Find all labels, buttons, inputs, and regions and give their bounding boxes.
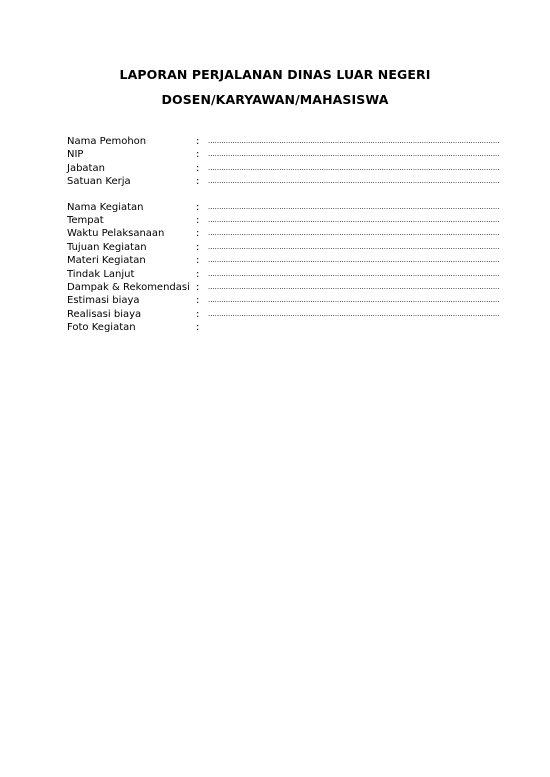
field-label: Nama Pemohon xyxy=(67,136,147,147)
field-label: Materi Kegiatan xyxy=(67,255,146,267)
field-separator: : xyxy=(196,322,200,334)
fill-in-line: ................................................................................................................................... xyxy=(208,229,500,238)
field-separator: : xyxy=(196,201,200,213)
form-row-realisasi-biaya xyxy=(67,308,507,321)
fill-in-line: ................................................................................................................................... xyxy=(208,177,500,186)
field-separator: : xyxy=(196,149,200,161)
form-row-jabatan xyxy=(67,162,507,175)
form-row-dampak-rekomendasi xyxy=(67,281,507,294)
field-separator: : xyxy=(196,228,200,240)
form-row-estimasi-biaya xyxy=(67,294,507,307)
field-label: Dampak & Rekomendasi xyxy=(67,281,190,293)
field-separator: : xyxy=(196,214,200,226)
fill-in-line: ................................................................................................................................... xyxy=(208,269,500,278)
fill-in-line: ................................................................................................................................... xyxy=(208,256,500,265)
field-separator: : xyxy=(196,241,200,253)
field-label: Nama Kegiatan xyxy=(67,201,144,213)
field-separator: : xyxy=(196,255,200,267)
form-row-tujuan-kegiatan xyxy=(67,241,507,254)
field-label: Jabatan xyxy=(67,162,105,174)
form-row-tindak-lanjut xyxy=(67,268,507,281)
field-separator: : xyxy=(196,308,200,320)
document-title-line-1: LAPORAN PERJALANAN DINAS LUAR NEGERI xyxy=(119,67,431,82)
field-label: Tempat xyxy=(67,214,104,226)
form-row-nama-kegiatan xyxy=(67,201,507,214)
field-separator: : xyxy=(196,136,200,147)
fill-in-line: ................................................................................................................................... xyxy=(208,296,500,305)
field-label: Waktu Pelaksanaan xyxy=(67,228,165,240)
form-row-foto-kegiatan xyxy=(67,321,507,334)
fill-in-line: ................................................................................................................................... xyxy=(208,163,500,172)
field-separator: : xyxy=(196,162,200,174)
fill-in-line: ................................................................................................................................... xyxy=(208,202,500,211)
field-label: Satuan Kerja xyxy=(67,176,131,188)
form-row-tempat xyxy=(67,214,507,227)
field-label: Estimasi biaya xyxy=(67,295,140,307)
fill-in-line: ................................................................................................................................... xyxy=(208,282,500,291)
field-separator: : xyxy=(196,281,200,293)
fill-in-line: ................................................................................................................................... xyxy=(208,137,500,145)
document-title-line-2: DOSEN/KARYAWAN/MAHASISWA xyxy=(161,92,389,107)
field-separator: : xyxy=(196,176,200,188)
field-label: Foto Kegiatan xyxy=(67,322,136,334)
form-row-materi-kegiatan xyxy=(67,254,507,267)
fill-in-line: ................................................................................................................................... xyxy=(208,215,500,224)
report-form xyxy=(67,135,507,334)
field-label: Tindak Lanjut xyxy=(67,268,135,280)
form-row-nama-pemohon xyxy=(67,135,507,148)
form-row-satuan-kerja xyxy=(67,175,507,188)
fill-in-line: ................................................................................................................................... xyxy=(208,242,500,251)
fill-in-line: ................................................................................................................................... xyxy=(208,309,500,318)
field-label: NIP xyxy=(67,149,84,161)
form-row-waktu-pelaksanaan xyxy=(67,227,507,240)
field-separator: : xyxy=(196,295,200,307)
fill-in-line: ................................................................................................................................... xyxy=(208,150,500,159)
form-row-nip xyxy=(67,148,507,161)
field-separator: : xyxy=(196,268,200,280)
field-label: Tujuan Kegiatan xyxy=(67,241,147,253)
field-label: Realisasi biaya xyxy=(67,308,142,320)
